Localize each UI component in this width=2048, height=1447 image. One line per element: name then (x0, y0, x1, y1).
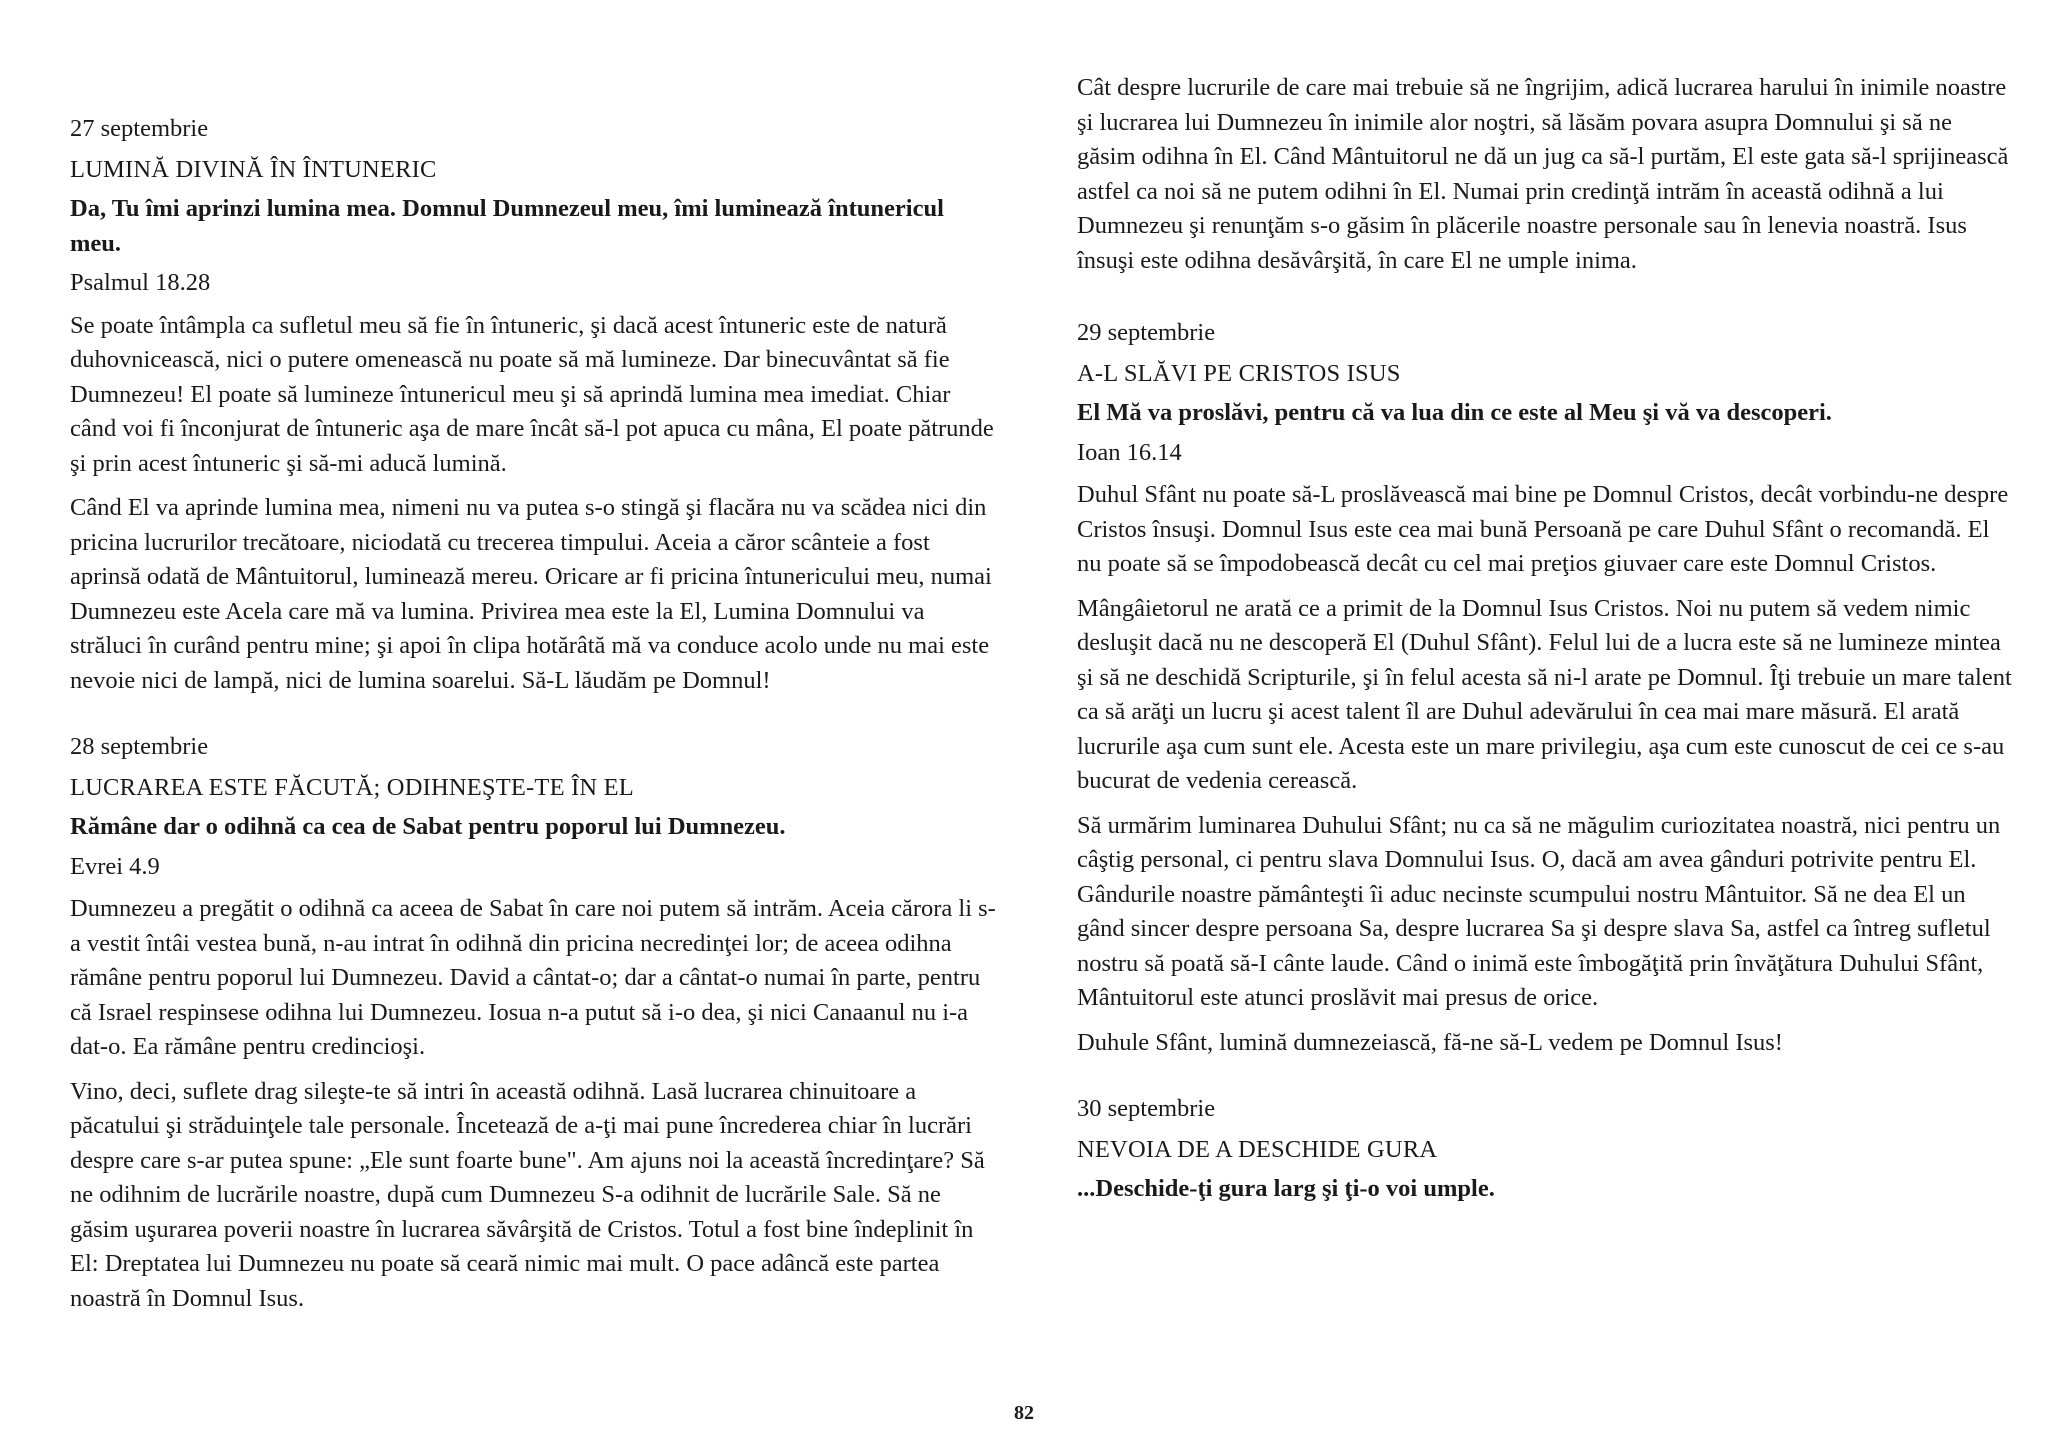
page-number: 82 (1014, 1402, 1034, 1424)
entry-reference: Psalmul 18.28 (70, 269, 211, 296)
entry-paragraph: Duhul Sfânt nu poate să-L proslăvească mai bine pe Domnul Cristos, decât vorbindu-ne despre Cristos însuşi. Domnul Isus este cea mai bună Persoană pe care Duhul Sfânt o recomandă. El nu poate să se împodobească decât cu cel mai preţios giuvaer care este Domnul Cristos. (1077, 481, 2009, 577)
entry-reference: Evrei 4.9 (70, 852, 160, 880)
entry-verse: El Mă va proslăvi, pentru că va lua din ce este al Meu şi vă va descoperi. (1077, 399, 1832, 426)
entry-date: 28 septembrie (70, 733, 209, 760)
entry-verse: ...Deschide-ţi gura larg şi ţi-o voi umple. (1077, 1175, 1495, 1202)
devotional-entry (70, 730, 1000, 1316)
entry-paragraph: Mângâietorul ne arată ce a primit de la Domnul Isus Cristos. Noi nu putem să vedem nimic desluşit dacă nu ne descoperă El (Duhul Sfânt). Felul lui de a lucra este să ne lumineze mintea şi să ne deschidă Scripturile, şi în felul acesta să ni-l arate pe Domnul. Îţi trebuie un mare talent ca să arăţi un lucru şi acest talent îl are Duhul adevărului în cea mai mare măsură. El arată lucrurile aşa cum sunt ele. Acesta este un mare privilegiu, aşa cum este cunoscut de cei ce s-au bucurat de vedenia cerească. (1077, 594, 2012, 794)
entry-verse: Da, Tu îmi aprinzi lumina mea. Domnul Dumnezeul meu, îmi luminează întunericul meu. (70, 195, 944, 257)
entry-title: NEVOIA DE A DESCHIDE GURA (1077, 1135, 1438, 1163)
continued-paragraph: Cât despre lucrurile de care mai trebuie să ne îngrijim, adică lucrarea harului în inimile noastre şi lucrarea lui Dumnezeu în inimile alor noştri, să lăsăm povara asupra Domnului şi să ne găsim odihna în El. Când Mântuitorul ne dă un jug ca să-l purtăm, El este gata să-l sprijinească astfel ca noi să ne putem odihni în El. Numai prin credinţă intrăm în această odihnă a lui Dumnezeu şi renunţăm s-o găsim în plăcerile noastre personale sau în lenevia noastră. Isus însuşi este odihna desăvârşită, în care El ne umple inima. (1077, 74, 2009, 274)
entry-paragraph: Dumnezeu a pregătit o odihnă ca aceea de Sabat în care noi putem să intrăm. Aceia cărora li s-a vestit întâi vestea bună, n-au intrat în odihnă din pricina necredinţei lor; de aceea odihna rămâne pentru poporul lui Dumnezeu. David a cântat-o; dar a cântat-o numai în parte, pentru că Israel respinsese odihna lui Dumnezeu. Iosua n-a putut să i-o dea, şi nici Canaanul nu i-a dat-o. Ea rămâne pentru credincioşi. (70, 895, 996, 1060)
entry-title: LUCRAREA ESTE FĂCUTĂ; ODIHNEŞTE-TE ÎN EL (70, 773, 634, 801)
entry-paragraph: Când El va aprinde lumina mea, nimeni nu va putea s-o stingă şi flacăra nu va scădea nici din pricina lucrurilor trecătoare, niciodată cu trecerea timpului. Aceia a căror scânteie a fost aprinsă odată de Mântuitorul, luminează mereu. Oricare ar fi pricina întunericului meu, numai Dumnezeu este Acela care mă va lumina. Privirea mea este la El, Lumina Domnului va străluci în curând pentru mine; şi apoi în clipa hotărâtă mă va conduce acolo unde nu mai este nevoie nici de lampă, nici de lumina soarelui. Să-L lăudăm pe Domnul! (70, 494, 992, 694)
entry-paragraph: Vino, deci, suflete drag sileşte-te să intri în această odihnă. Lasă lucrarea chinuitoare a păcatului şi străduinţele tale personale. Încetează de a-ţi mai pune încrederea chiar în lucrări despre care s-ar putea spune: „Ele sunt foarte bune". Am ajuns noi la această încredinţare? Să ne odihnim de lucrările noastre, după cum Dumnezeu S-a odihnit de lucrările Sale. Să ne găsim uşurarea poverii noastre în lucrarea săvârşită de Cristos. Totul a fost bine îndeplinit în El: Dreptatea lui Dumnezeu nu poate să ceară nimic mai mult. O pace adâncă este partea noastră în Domnul Isus. (70, 1077, 985, 1312)
entry-date: 29 septembrie (1077, 319, 1216, 346)
entry-paragraph: Să urmărim luminarea Duhului Sfânt; nu ca să ne măgulim curiozitatea noastră, nici pentru un câştig personal, ci pentru slava Domnului Isus. O, dacă am avea gânduri potrivite pentru El. Gândurile noastre pământeşti îi aduc necinste scumpului nostru Mântuitor. Să ne dea El un gând sincer despre persoana Sa, despre lucrarea Sa şi despre slava Sa, astfel ca întreg sufletul nostru să poată să-I cânte laude. Când o inimă este îmbogăţită prin învăţătura Duhului Sfânt, Mântuitorul este atunci proslăvit mai presus de orice. (1077, 811, 2001, 1011)
devotional-entry (1077, 1092, 2012, 1207)
entry-title: LUMINĂ DIVINĂ ÎN ÎNTUNERIC (70, 155, 437, 183)
entry-paragraph: Duhule Sfânt, lumină dumnezeiască, fă-ne să-L vedem pe Domnul Isus! (1077, 1028, 1783, 1056)
entry-date: 27 septembrie (70, 115, 209, 142)
entry-title: A-L SLĂVI PE CRISTOS ISUS (1077, 359, 1401, 387)
entry-paragraph: Se poate întâmpla ca sufletul meu să fie în întuneric, şi dacă acest întuneric este de natură duhovnicească, nici o putere omenească nu poate să mă lumineze. Dar binecuvântat să fie Dumnezeu! El poate să lumineze întunericul meu şi să aprindă lumina mea imediat. Chiar când voi fi înconjurat de întuneric aşa de mare încât să-l pot apuca cu mâna, El poate pătrunde şi prin acest întuneric şi să-mi aducă lumină. (70, 311, 994, 477)
devotional-entry (1077, 316, 2012, 1060)
entry-verse: Rămâne dar o odihnă ca cea de Sabat pentru poporul lui Dumnezeu. (70, 813, 786, 840)
left-column (70, 112, 1000, 1326)
entry-date: 30 septembrie (1077, 1095, 1216, 1122)
devotional-entry (70, 112, 1000, 698)
entry-reference: Ioan 16.14 (1077, 438, 1182, 466)
right-column (1077, 71, 2012, 1212)
